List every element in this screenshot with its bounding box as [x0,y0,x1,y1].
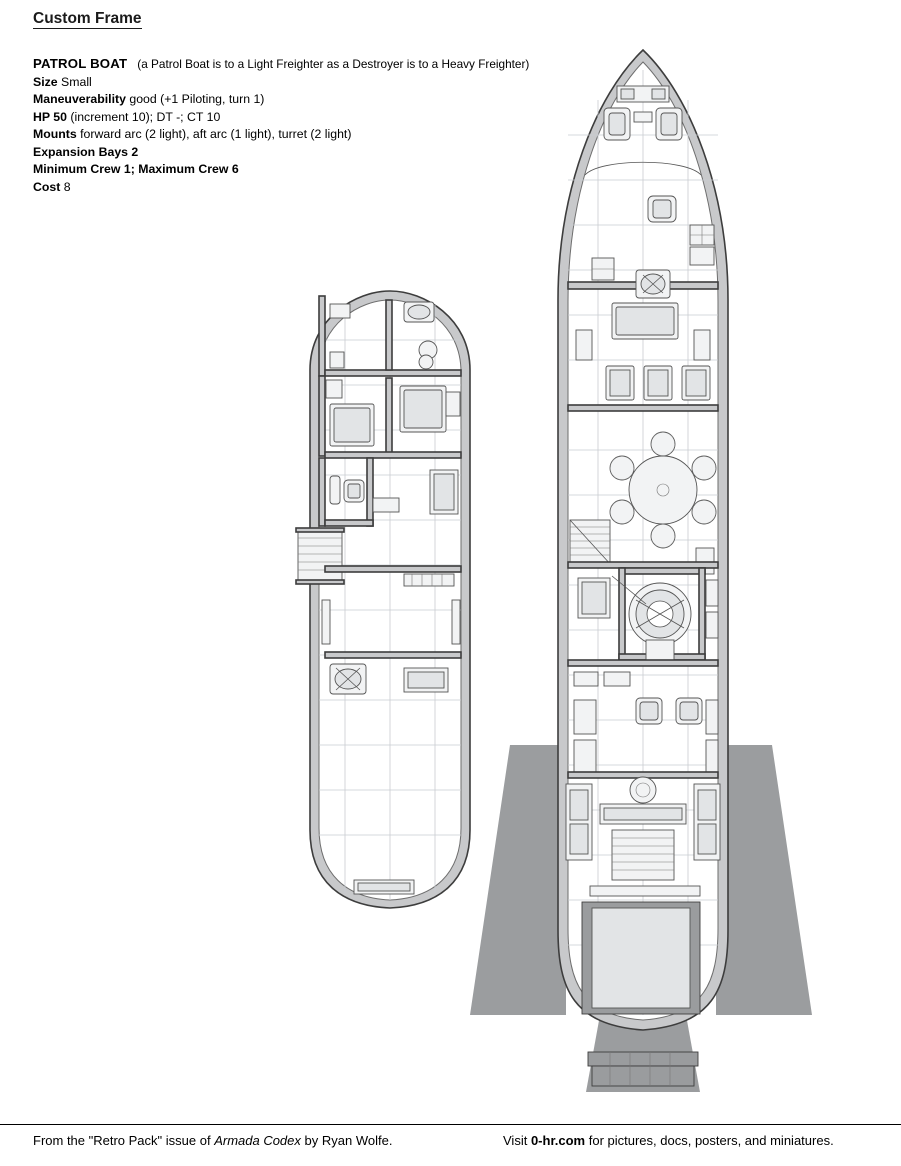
footer-visit [503,1133,834,1148]
stat-size-value: Small [61,74,92,89]
footer-visit-post: for pictures, docs, posters, and miniatures. [585,1133,834,1148]
engine-nozzle-detail [588,1052,698,1086]
stairs-lower [296,528,344,584]
stat-maneuverability-value: good (+1 Piloting, turn 1) [129,92,265,106]
stat-mounts-label: Mounts [33,127,77,141]
bulkhead-3 [568,562,718,568]
stat-mounts-value: forward arc (2 light), aft arc (1 light), turret (2 light) [80,127,352,141]
footer-credit-post: by Ryan Wolfe. [300,1133,393,1148]
stat-maneuverability-label: Maneuverability [33,92,126,106]
stat-cost-label: Cost [33,179,61,194]
stat-expansion-bays-label: Expansion Bays 2 [33,144,139,159]
page-footer [0,1124,901,1148]
stat-hp-label: HP 50 [33,109,67,124]
footer-credit-title: Armada Codex [214,1133,301,1148]
ship-name: PATROL BOAT [33,56,128,71]
stairs-main [570,520,612,566]
bulkhead-2 [568,405,718,411]
stat-cost-value: 8 [63,179,71,194]
page-title: Custom Frame [33,10,142,29]
footer-credit [33,1133,392,1148]
footer-visit-pre: Visit [503,1133,531,1148]
stat-crew-label: Minimum Crew 1; Maximum Crew 6 [33,162,239,176]
footer-visit-link[interactable]: 0-hr.com [530,1133,586,1148]
stat-hp-value: (increment 10); DT -; CT 10 [70,109,221,124]
ship-note: (a Patrol Boat is to a Light Freighter as a Destroyer is to a Heavy Freighter) [137,57,530,71]
stat-size-label: Size [33,74,58,89]
footer-credit-pre: From the "Retro Pack" issue of [33,1133,215,1148]
